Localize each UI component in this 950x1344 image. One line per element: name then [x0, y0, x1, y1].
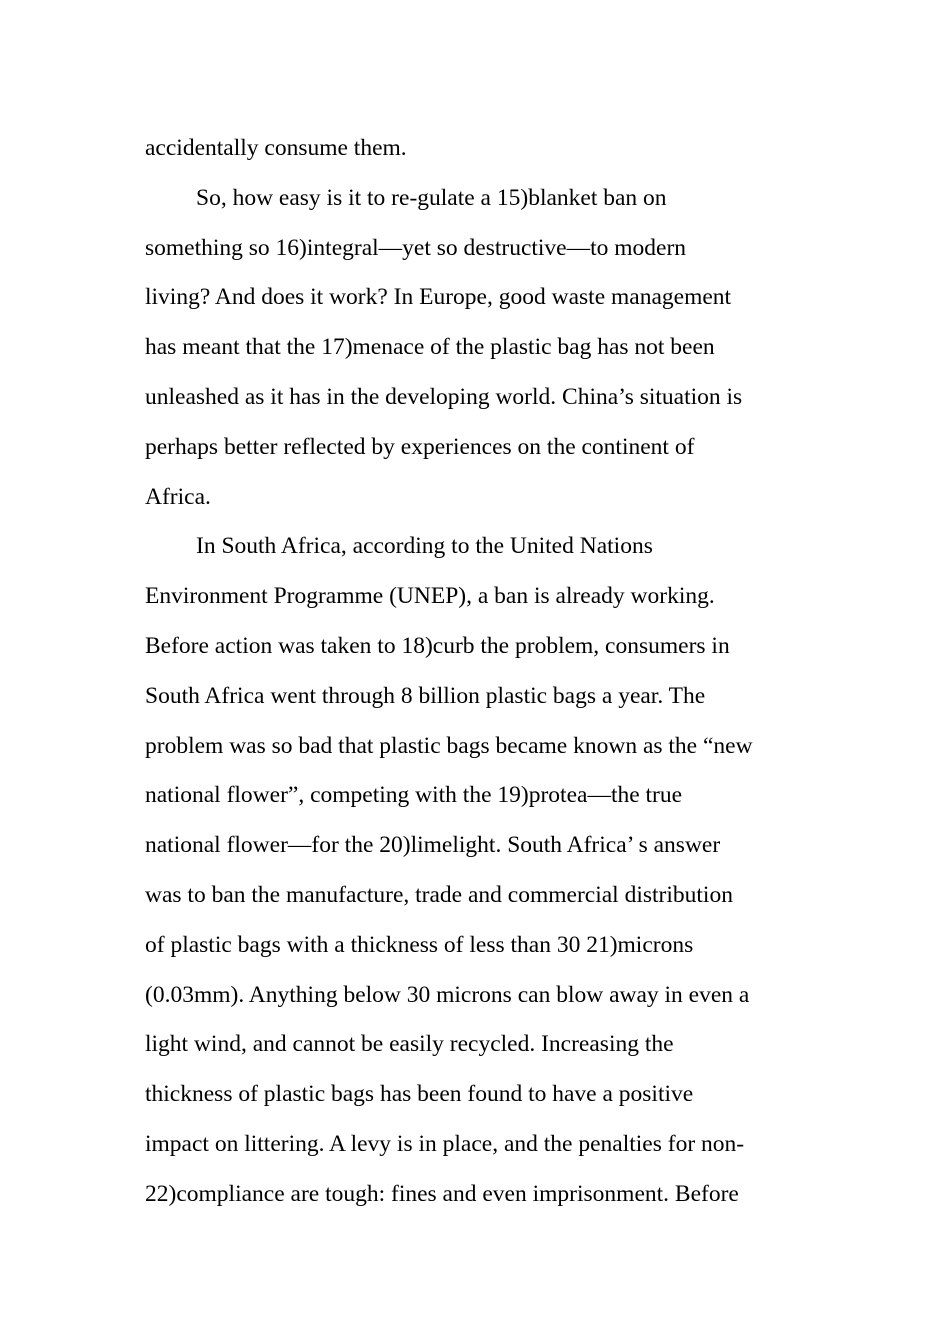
text-line: 22)compliance are tough: fines and even imprisonment. Before [145, 1180, 739, 1207]
text-line: South Africa went through 8 billion plastic bags a year. The [145, 682, 706, 709]
text-line: thickness of plastic bags has been found to have a positive [145, 1081, 694, 1108]
text-line: was to ban the manufacture, trade and commercial distribution [145, 881, 733, 908]
text-line: unleashed as it has in the developing world. China’s situation is [145, 383, 743, 410]
text-line: problem was so bad that plastic bags became known as the “new [145, 732, 753, 759]
text-line: of plastic bags with a thickness of less than 30 21)microns [145, 931, 694, 958]
text-line: perhaps better reflected by experiences on the continent of [145, 433, 695, 460]
text-line: Environment Programme (UNEP), a ban is already working. [145, 583, 715, 610]
text-line: accidentally consume them. [145, 135, 407, 161]
text-line: national flower—for the 20)limelight. South Africa’ s answer [145, 832, 721, 859]
text-line: living? And does it work? In Europe, good waste management [145, 284, 732, 311]
text-line: Before action was taken to 18)curb the problem, consumers in [145, 632, 730, 659]
text-line: In South Africa, according to the United Nations [196, 533, 653, 560]
text-line: something so 16)integral—yet so destructive—to modern [145, 234, 687, 261]
text-line: national flower”, competing with the 19)protea—the true [145, 782, 683, 809]
text-line: (0.03mm). Anything below 30 microns can blow away in even a [145, 981, 750, 1008]
text-line: Africa. [145, 483, 211, 510]
text-line: has meant that the 17)menace of the plastic bag has not been [145, 334, 715, 361]
text-line: impact on littering. A levy is in place, and the penalties for non- [145, 1130, 745, 1157]
text-line: So, how easy is it to re-gulate a 15)blanket ban on [196, 184, 667, 211]
text-line: light wind, and cannot be easily recycled. Increasing the [145, 1031, 674, 1058]
body-text [145, 124, 825, 1220]
